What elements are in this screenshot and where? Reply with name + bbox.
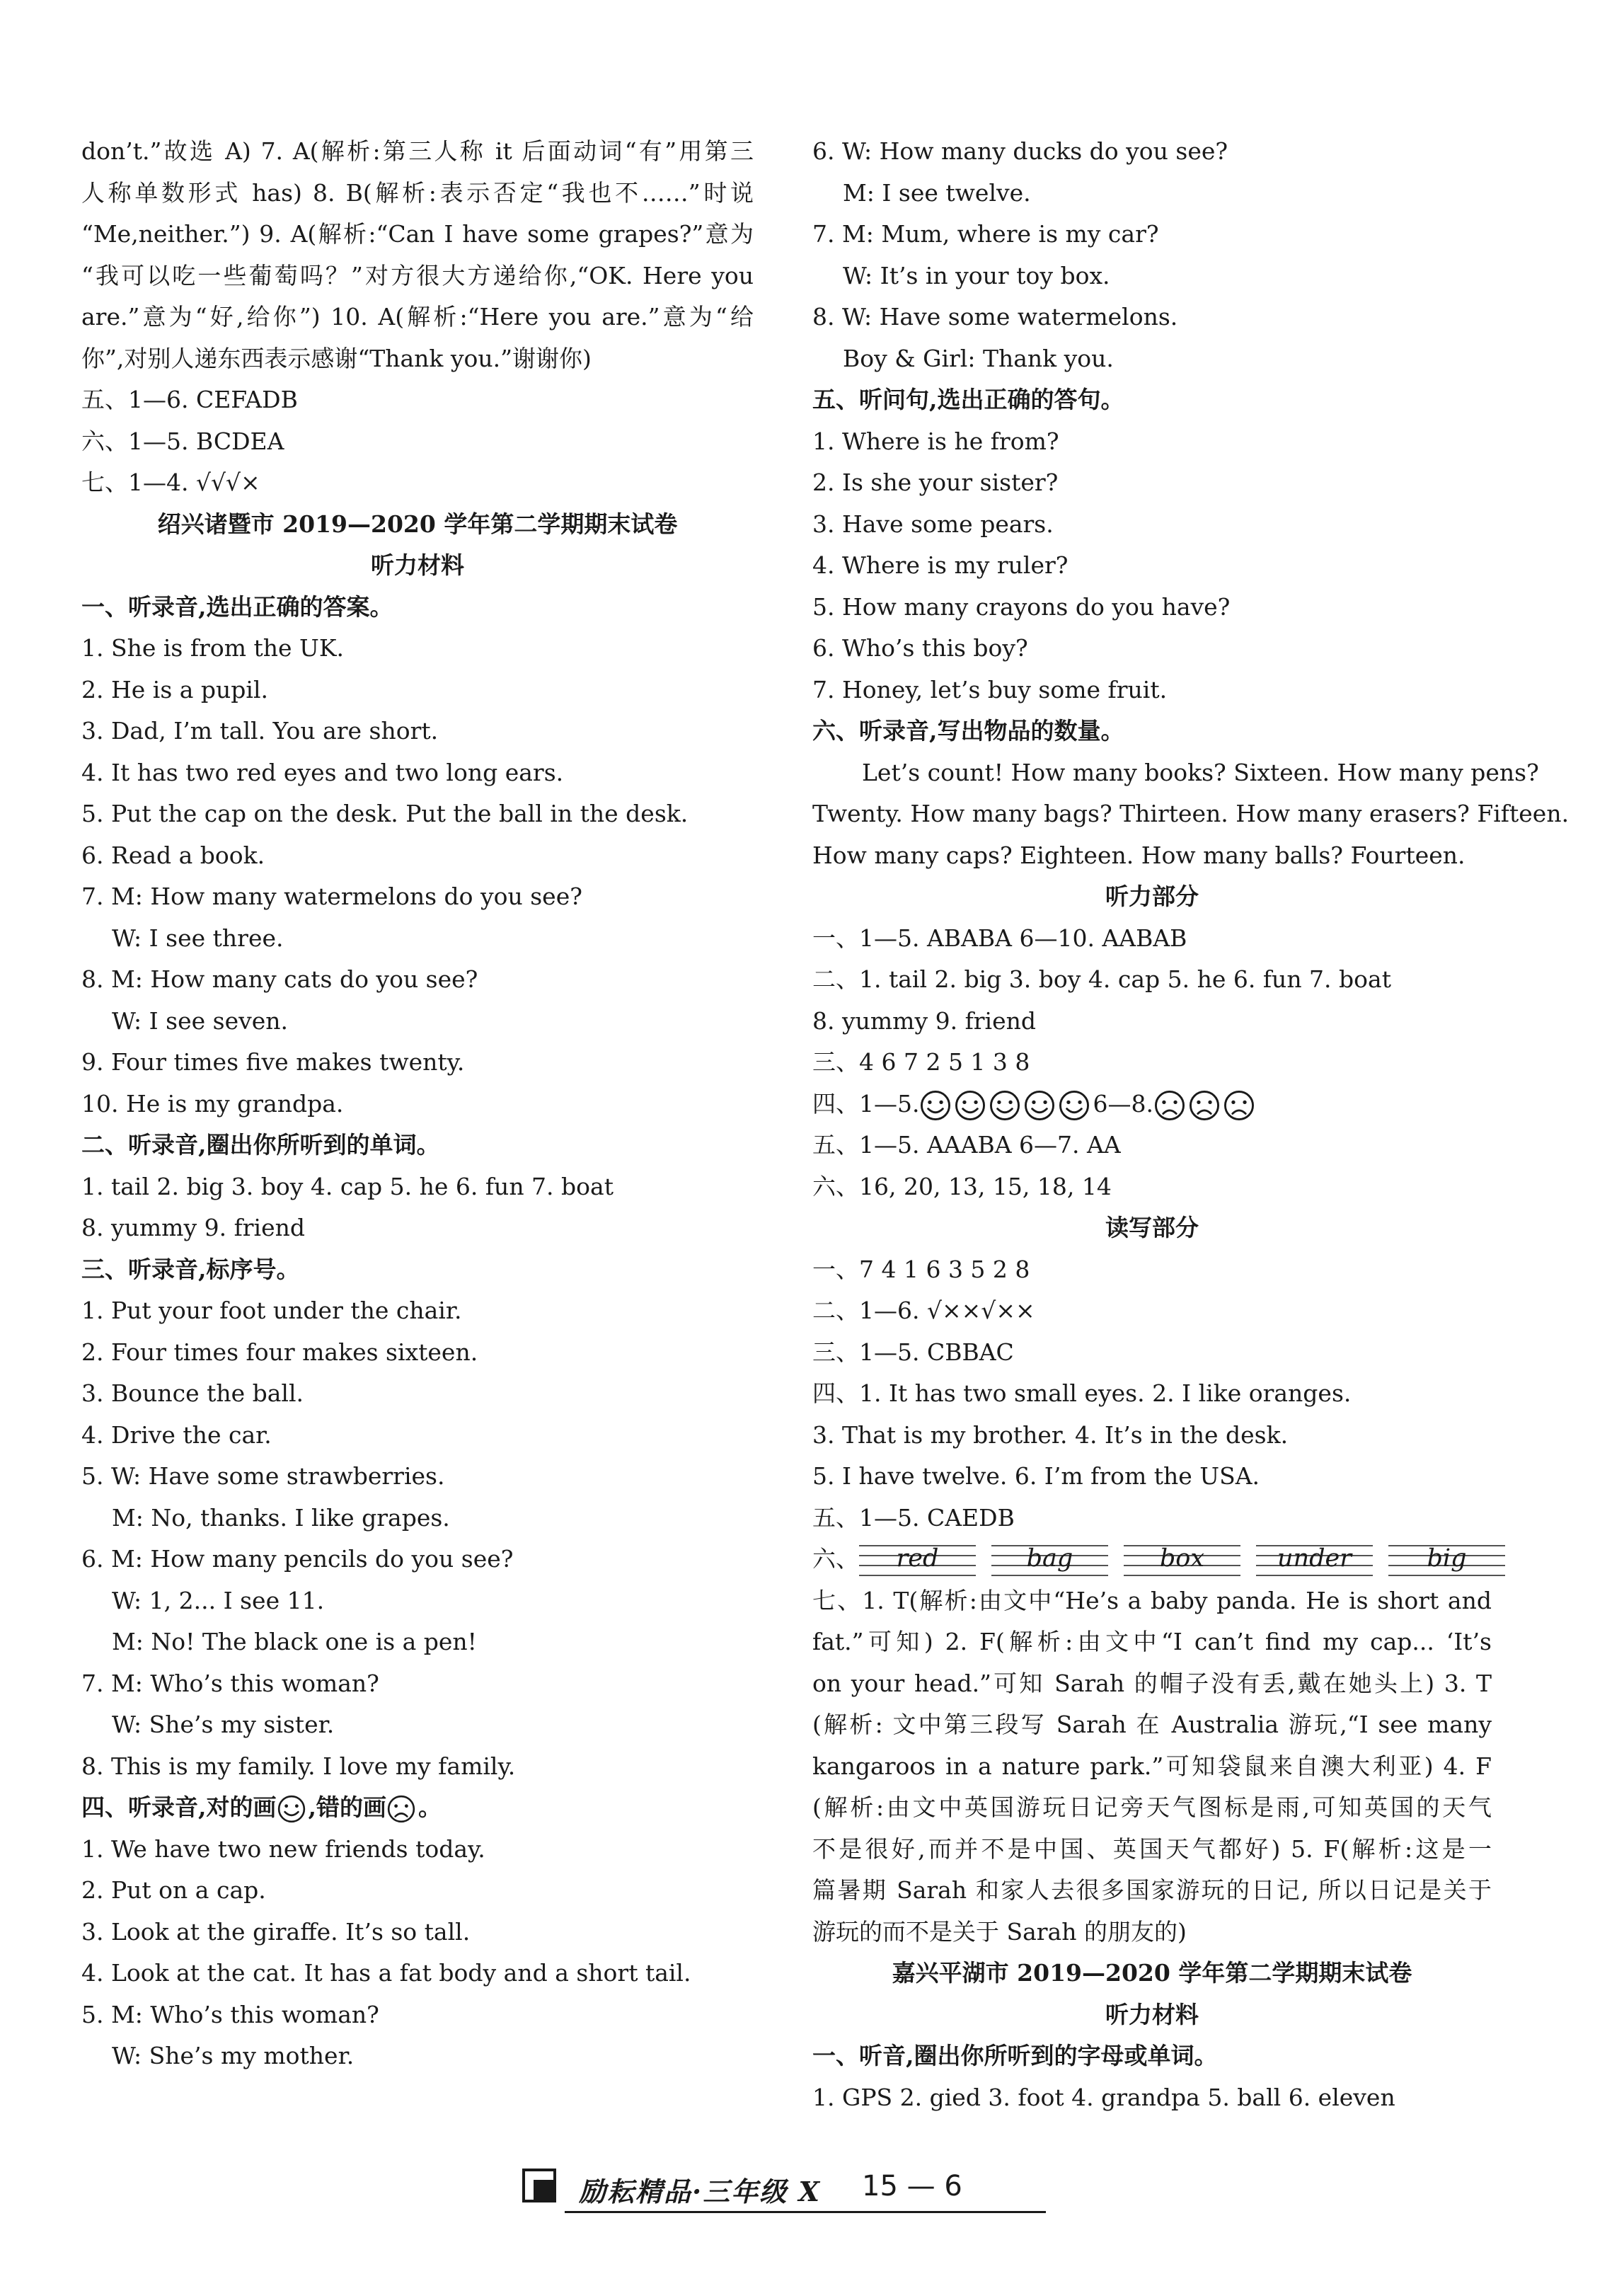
text-line: 8. W: Have some watermelons. xyxy=(812,303,1178,331)
text-line: 二、1—6. √××√×× xyxy=(812,1297,1035,1324)
text-line: W: She’s my sister. xyxy=(112,1711,335,1738)
section-heading: 五、听问句,选出正确的答句。 xyxy=(812,386,1124,413)
text-line: 不是很好,而并不是中国、英国天气都好) 5. F(解析:这是一 xyxy=(812,1834,1492,1863)
footer-title: 励耘精品·三年级 X xyxy=(579,2176,821,2207)
text-line: on your head.”可知 Sarah 的帽子没有丢,戴在她头上) 3. T xyxy=(812,1669,1492,1697)
right-column xyxy=(812,131,1570,2118)
text-line: M: No! The black one is a pen! xyxy=(112,1628,477,1655)
text-line: 5. I have twelve. 6. I’m from the USA. xyxy=(812,1462,1260,1490)
text-line: 4. Drive the car. xyxy=(81,1420,272,1449)
text-line: W: 1, 2... I see 11. xyxy=(112,1586,325,1614)
heading-text: 。 xyxy=(418,1793,442,1821)
section-title: 听力材料 xyxy=(1105,2000,1199,2028)
text-line: How many caps? Eighteen. How many balls? Fourteen. xyxy=(812,841,1465,869)
text-line: 1. She is from the UK. xyxy=(81,634,344,662)
text-line: 3. Have some pears. xyxy=(812,510,1054,538)
text-line: 游玩的而不是关于 Sarah 的朋友的) xyxy=(812,1917,1187,1946)
answer-label: 六、 xyxy=(812,1545,859,1573)
text-line: 五、1—5. CAEDB xyxy=(812,1503,1015,1532)
text-line: 六、1—5. BCDEA xyxy=(81,427,284,455)
section-title: 嘉兴平湖市 2019—2020 学年第二学期期末试卷 xyxy=(892,1959,1412,1987)
text-line: M: No, thanks. I like grapes. xyxy=(112,1503,450,1532)
four-line-grid xyxy=(1124,1543,1240,1578)
text-line: 二、1. tail 2. big 3. boy 4. cap 5. he 6. fun 7. boat xyxy=(812,965,1391,993)
sad-face-icon xyxy=(386,1794,416,1824)
text-line: 2. He is a pupil. xyxy=(81,675,269,703)
text-line: 8. This is my family. I love my family. xyxy=(81,1752,516,1780)
handwritten-word: big xyxy=(1427,1544,1467,1573)
text-line: 1. Put your foot under the chair. xyxy=(81,1297,462,1324)
text-line: 五、1—6. CEFADB xyxy=(81,386,298,413)
text-line: don’t.”故选 A) 7. A(解析:第三人称 it 后面动词“有”用第三 xyxy=(81,137,754,165)
text-line: 一、1—5. ABABA 6—10. AABAB xyxy=(812,924,1187,952)
text-line: 4. Look at the cat. It has a fat body and a short tail. xyxy=(81,1959,691,1987)
section-title: 听力材料 xyxy=(371,551,464,579)
smiling-face-icon xyxy=(1023,1089,1056,1122)
text-line: 1. GPS 2. gied 3. foot 4. grandpa 5. ball 6. eleven xyxy=(812,2083,1395,2111)
text-line: (解析: 文中第三段写 Sarah 在 Australia 游玩,“I see many xyxy=(812,1711,1492,1738)
text-line: Let’s count! How many books? Sixteen. How many pens? xyxy=(862,758,1539,786)
text-line: 8. yummy 9. friend xyxy=(812,1006,1037,1035)
text-line: fat.”可知) 2. F(解析:由文中“I can’t find my cap... ‘It’s xyxy=(812,1628,1492,1655)
heading-text: 四、听录音,对的画 xyxy=(81,1793,277,1821)
text-line: kangaroos in a nature park.”可知袋鼠来自澳大利亚) 4. F xyxy=(812,1752,1492,1780)
text-line: 7. M: Mum, where is my car? xyxy=(812,220,1159,248)
text-line: 2. Is she your sister? xyxy=(812,469,1059,496)
page-footer xyxy=(522,2159,1046,2215)
heading-text: ,错的画 xyxy=(308,1793,386,1821)
text-line: 3. Bounce the ball. xyxy=(81,1379,304,1407)
text-line: 四、1. It has two small eyes. 2. I like oranges. xyxy=(812,1379,1352,1407)
text-line: 6. M: How many pencils do you see? xyxy=(81,1545,514,1573)
four-line-grid xyxy=(991,1543,1108,1578)
text-line: Boy & Girl: Thank you. xyxy=(843,344,1114,372)
section-heading: 三、听录音,标序号。 xyxy=(81,1255,300,1283)
text-line: 5. W: Have some strawberries. xyxy=(81,1462,445,1490)
text-line: 你”,对别人递东西表示感谢“Thank you.”谢谢你) xyxy=(81,344,592,372)
text-line: 5. Put the cap on the desk. Put the ball in the desk. xyxy=(81,800,689,827)
text-line: “Me,neither.”) 9. A(解析:“Can I have some grapes?”意为 xyxy=(81,220,754,248)
text-line: 七、1—4. √√√× xyxy=(81,469,260,496)
text-line: W: It’s in your toy box. xyxy=(843,261,1110,289)
text-line: W: I see three. xyxy=(112,924,284,952)
answer-label: 6—8. xyxy=(1093,1089,1153,1118)
text-line: 5. How many crayons do you have? xyxy=(812,592,1231,621)
text-line: 3. That is my brother. 4. It’s in the desk. xyxy=(812,1420,1289,1449)
handwritten-word: red xyxy=(896,1544,939,1573)
text-line: 6. W: How many ducks do you see? xyxy=(812,137,1228,165)
smiling-face-icon xyxy=(954,1089,986,1122)
sad-face-icon xyxy=(1223,1089,1255,1122)
four-line-grid xyxy=(859,1543,976,1578)
text-line: 三、1—5. CBBAC xyxy=(812,1338,1014,1366)
text-line: 7. M: How many watermelons do you see? xyxy=(81,883,582,910)
four-line-grid xyxy=(1256,1543,1373,1578)
left-column xyxy=(81,131,754,2077)
section-heading: 二、听录音,圈出你所听到的单词。 xyxy=(81,1131,440,1159)
section-heading-faces xyxy=(81,1787,754,1829)
section-title: 读写部分 xyxy=(1105,1214,1199,1241)
text-line: 4. It has two red eyes and two long ears. xyxy=(81,758,564,786)
text-line: 三、4 6 7 2 5 1 3 8 xyxy=(812,1048,1030,1076)
text-line: 2. Put on a cap. xyxy=(81,1876,266,1904)
answer-line-handwriting xyxy=(812,1539,1492,1580)
text-line: 2. Four times four makes sixteen. xyxy=(81,1338,478,1366)
text-line: 1. tail 2. big 3. boy 4. cap 5. he 6. fun 7. boat xyxy=(81,1172,614,1200)
text-line: 一、7 4 1 6 3 5 2 8 xyxy=(812,1255,1030,1283)
four-line-grid xyxy=(1388,1543,1505,1578)
sad-face-icon xyxy=(1153,1089,1186,1122)
answer-line-faces xyxy=(812,1084,1492,1125)
book-logo-icon xyxy=(522,2169,556,2202)
text-line: 7. Honey, let’s buy some fruit. xyxy=(812,675,1168,703)
section-heading: 一、听录音,选出正确的答案。 xyxy=(81,592,393,621)
text-line: 五、1—5. AAABA 6—7. AA xyxy=(812,1131,1121,1159)
text-line: 篇暑期 Sarah 和家人去很多国家游玩的日记, 所以日记是关于 xyxy=(812,1876,1492,1904)
text-line: Twenty. How many bags? Thirteen. How many erasers? Fifteen. xyxy=(812,800,1570,827)
smiling-face-icon xyxy=(989,1089,1021,1122)
handwriting-lines xyxy=(859,1543,1505,1578)
text-line: “我可以吃一些葡萄吗？”对方很大方递给你,“OK. Here you xyxy=(81,261,754,289)
text-line: 4. Where is my ruler? xyxy=(812,551,1069,579)
smiling-face-icon xyxy=(277,1794,306,1824)
text-line: 1. We have two new friends today. xyxy=(81,1834,485,1863)
text-line: are.”意为“好,给你”) 10. A(解析:“Here you are.”意为“给 xyxy=(81,303,754,331)
text-line: 8. M: How many cats do you see? xyxy=(81,965,478,993)
section-heading: 六、听录音,写出物品的数量。 xyxy=(812,717,1124,745)
text-line: 9. Four times five makes twenty. xyxy=(81,1048,465,1076)
section-heading: 一、听音,圈出你所听到的字母或单词。 xyxy=(812,2042,1218,2069)
text-line: 六、16, 20, 13, 15, 18, 14 xyxy=(812,1172,1112,1200)
text-line: M: I see twelve. xyxy=(843,178,1031,207)
section-title: 听力部分 xyxy=(1105,883,1199,910)
text-line: 7. M: Who’s this woman? xyxy=(81,1669,379,1697)
text-line: W: I see seven. xyxy=(112,1006,289,1035)
text-line: 1. Where is he from? xyxy=(812,427,1059,455)
section-title: 绍兴诸暨市 2019—2020 学年第二学期期末试卷 xyxy=(157,510,678,538)
text-line: 5. M: Who’s this woman? xyxy=(81,2000,379,2028)
smiling-face-icon xyxy=(1058,1089,1090,1122)
text-line: (解析:由文中英国游玩日记旁天气图标是雨,可知英国的天气 xyxy=(812,1793,1492,1821)
footer-rule xyxy=(565,2211,1046,2213)
handwritten-word: box xyxy=(1159,1544,1205,1573)
text-line: 3. Dad, I’m tall. You are short. xyxy=(81,717,439,745)
answer-label: 四、1—5. xyxy=(812,1089,920,1118)
handwritten-word: bag xyxy=(1026,1544,1073,1573)
text-line: 8. yummy 9. friend xyxy=(81,1214,306,1241)
sad-face-icon xyxy=(1188,1089,1221,1122)
text-line: 10. He is my grandpa. xyxy=(81,1089,344,1118)
text-line: W: She’s my mother. xyxy=(112,2042,355,2069)
text-line: 6. Who’s this boy? xyxy=(812,634,1028,662)
handwritten-word: under xyxy=(1277,1544,1352,1573)
page-number: 15 — 6 xyxy=(862,2170,962,2202)
text-line: 3. Look at the giraffe. It’s so tall. xyxy=(81,1917,471,1946)
text-line: 6. Read a book. xyxy=(81,841,265,869)
text-line: 七、1. T(解析:由文中“He’s a baby panda. He is short and xyxy=(812,1586,1492,1614)
text-line: 人称单数形式 has) 8. B(解析:表示否定“我也不……”时说 xyxy=(81,178,754,207)
smiling-face-icon xyxy=(919,1089,952,1122)
